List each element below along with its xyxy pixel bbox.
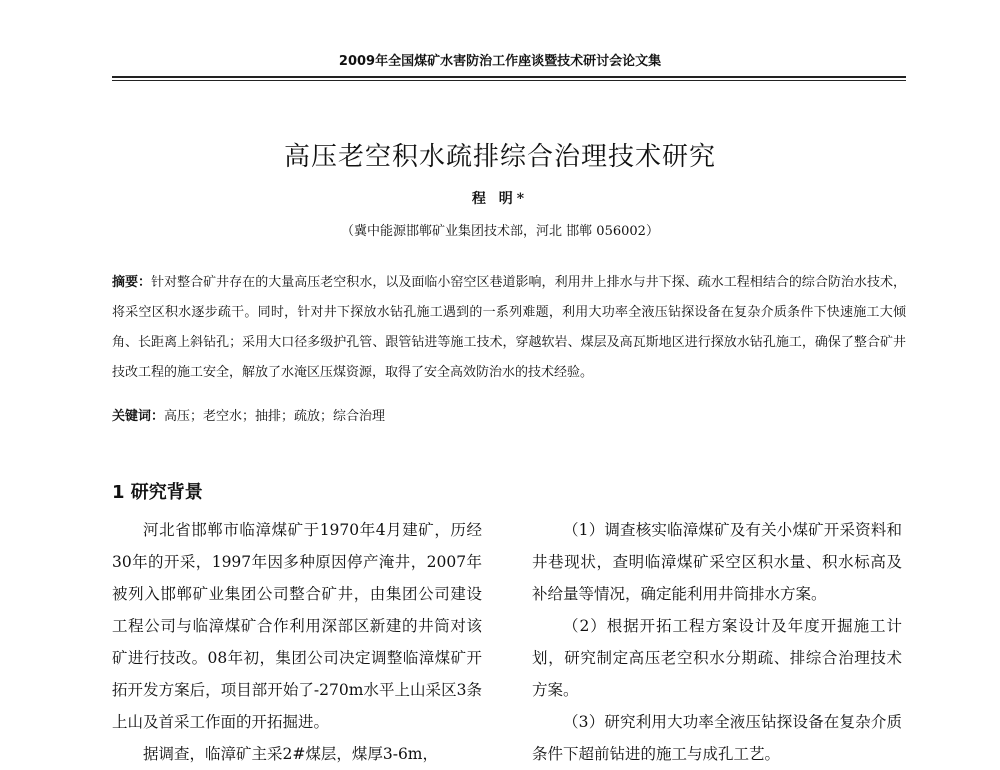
right-paragraph: （1）调查核实临漳煤矿及有关小煤矿开采资料和井巷现状，查明临漳煤矿采空区积水量、积水标高及补给量等情况，确定能利用井筒排水方案。 (532, 521, 902, 603)
author: 程 明* (471, 191, 529, 207)
affiliation: （冀中能源邯郸矿业集团技术部，河北 邯郸 056002） (341, 224, 659, 239)
left-paragraph: 河北省邯郸市临漳煤矿于1970年4月建矿，历经30年的开采，1997年因多种原因停产淹井，2007年被列入邯郸矿业集团公司整合矿井，由集团公司建设工程公司与临漳煤矿合作利用深部区新建的井筒对该矿进行技改。08年初，集团公司决定调整临漳煤矿开拓开发方案后，项目部开始了-270m水平上山采区3条上山及首采工作面的开拓掘进。 (112, 521, 482, 731)
right-paragraph: （3）研究利用大功率全液压钻探设备在复杂介质条件下超前钻进的施工与成孔工艺。 (532, 713, 902, 763)
abstract (112, 268, 906, 388)
left-paragraph: 据调查，临漳矿主采2#煤层，煤厚3-6m， (143, 745, 439, 763)
header-rule (112, 76, 906, 78)
abstract-label: 摘要： (112, 275, 152, 290)
running-head: 2009年全国煤矿水害防治工作座谈暨技术研讨会论文集 (338, 54, 662, 69)
header-rule-thin (112, 80, 906, 81)
right-column (532, 514, 902, 770)
paper-title: 高压老空积水疏排综合治理技术研究 (283, 142, 716, 172)
keywords-text: 高压；老空水；抽排；疏放；综合治理 (164, 409, 386, 424)
keywords-label: 关键词： (112, 409, 165, 424)
section-heading: 1 研究背景 (112, 482, 203, 503)
left-column (112, 514, 482, 770)
right-paragraph: （2）根据开拓工程方案设计及年度开掘施工计划，研究制定高压老空积水分期疏、排综合治理技术方案。 (532, 617, 902, 699)
keywords (112, 406, 906, 428)
abstract-text: 针对整合矿井存在的大量高压老空积水，以及面临小窑空区巷道影响，利用井上排水与井下探、疏水工程相结合的综合防治水技术，将采空区积水逐步疏干。同时，针对井下探放水钻孔施工遇到的一系列难题，利用大功率全液压钻探设备在复杂介质条件下快速施工大倾角、长距离上斜钻孔；采用大口径多级护孔管、跟管钻进等施工技术，穿越软岩、煤层及高瓦斯地区进行探放水钻孔施工，确保了整合矿井技改工程的施工安全，解放了水淹区压煤资源，取得了安全高效防治水的技术经验。 (112, 275, 906, 380)
